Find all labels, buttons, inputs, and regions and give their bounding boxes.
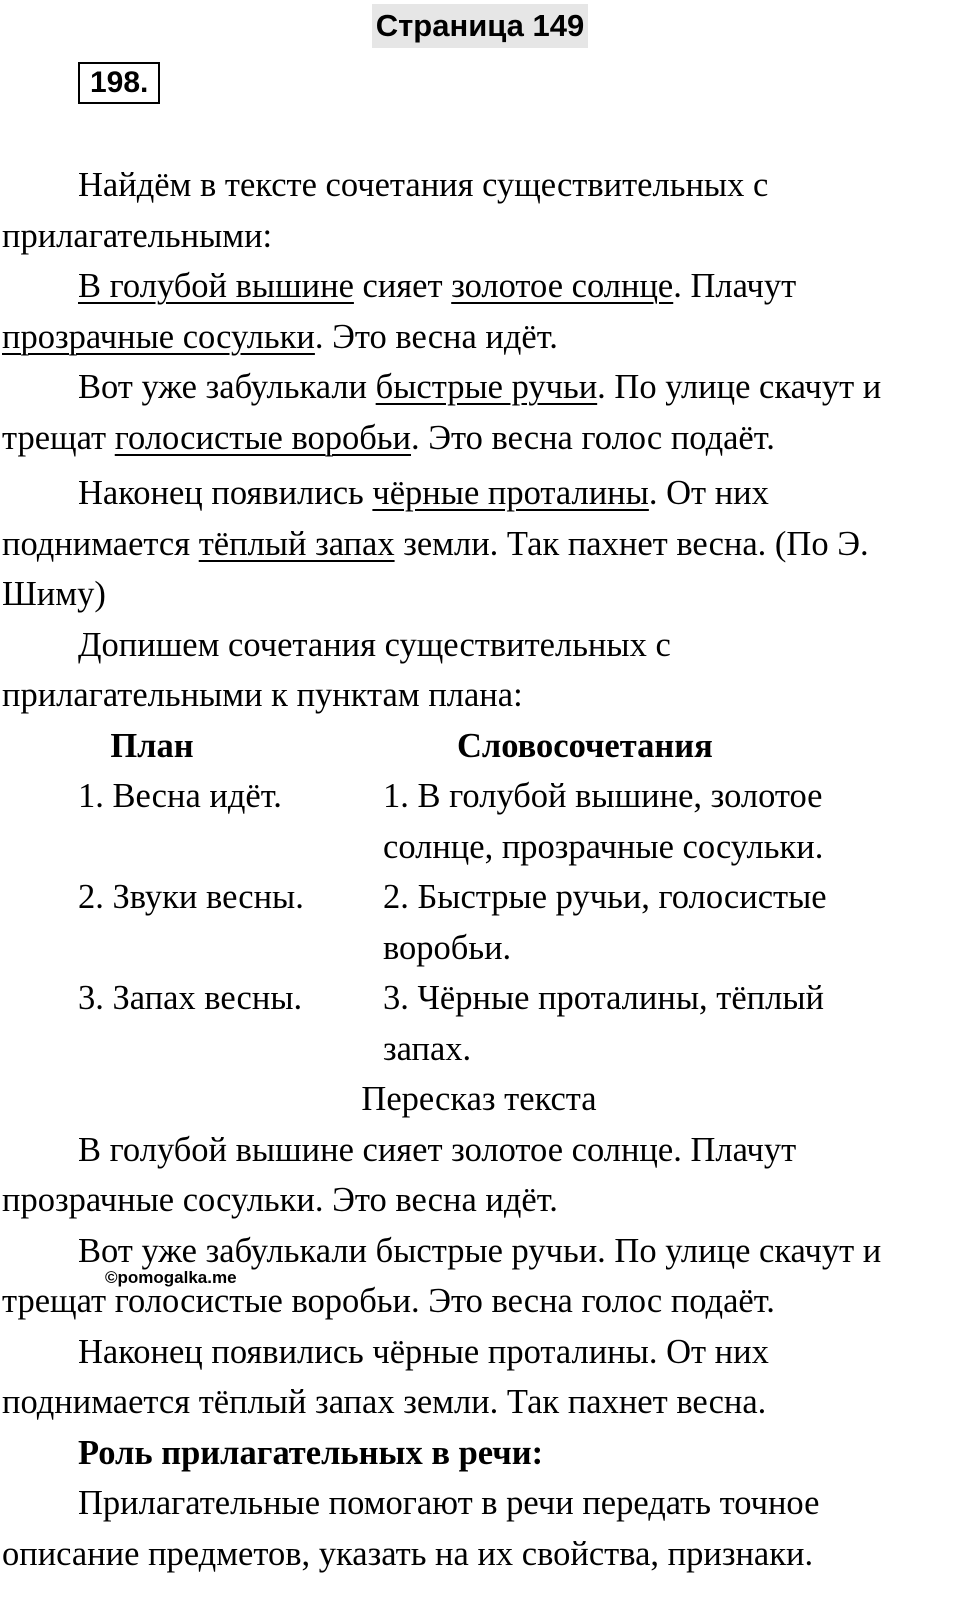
- phrase-underlined: голосистые воробьи: [114, 418, 411, 457]
- page-title: Страница 149: [372, 4, 589, 48]
- retelling-paragraph-3: Наконец появились чёрные проталины. От них поднимается тёплый запах земли. Так пахнет весна.: [2, 1332, 769, 1421]
- text-run: Наконец появились: [78, 474, 373, 512]
- plan-intro: Допишем сочетания существительных с прилагательными к пунктам плана:: [2, 625, 671, 714]
- phrase-underlined: прозрачные сосульки: [2, 317, 315, 356]
- retelling-paragraph-2: Вот уже забулькали быстрые ручьи. По улице скачут и трещат голосистые воробьи. Это весна голос подаёт.: [2, 1231, 882, 1320]
- text-paragraph-1: [2, 261, 938, 362]
- plan-row: [2, 973, 938, 1074]
- phrase-underlined: тёплый запах: [198, 524, 395, 563]
- role-text: Прилагательные помогают в речи передать точное описание предметов, указать на их свойства, признаки.: [2, 1484, 820, 1573]
- intro-paragraph: Найдём в тексте сочетания существительных с прилагательными:: [2, 166, 769, 255]
- plan-table-header: [2, 721, 938, 772]
- plan-row: [2, 872, 938, 973]
- text-run: земли. Так пахнет весна. (По Э. Шиму): [2, 524, 869, 613]
- text-run: . Это весна идёт.: [314, 317, 558, 356]
- text-paragraph-3: [2, 468, 938, 620]
- plan-item: 3. Запах весны.: [78, 979, 303, 1017]
- phrase-underlined: быстрые ручьи: [375, 368, 598, 406]
- text-run: . Это весна голос подаёт.: [411, 418, 775, 457]
- text-paragraph-2: [2, 362, 938, 463]
- text-run: Вот уже забулькали: [78, 368, 376, 406]
- task-number: 198.: [78, 62, 160, 104]
- plan-item: 1. Весна идёт.: [78, 777, 282, 815]
- plan-phrases: 2. Быстрые ручьи, голосистые воробьи.: [383, 878, 827, 967]
- retelling-paragraph-1: В голубой вышине сияет золотое солнце. Плачут прозрачные сосульки. Это весна идёт.: [2, 1130, 797, 1219]
- plan-item: 2. Звуки весны.: [78, 878, 304, 916]
- phrase-underlined: золотое солнце: [451, 267, 674, 305]
- text-run: . Плачут: [673, 267, 797, 305]
- phrase-underlined: В голубой вышине: [78, 267, 354, 305]
- plan-row: [2, 771, 938, 872]
- answer-content: [2, 160, 938, 1579]
- text-run: сияет: [353, 267, 452, 305]
- text-run: . От них поднимается: [2, 474, 769, 563]
- phrases-column-header: Словосочетания: [457, 726, 713, 765]
- phrase-underlined: чёрные проталины: [372, 474, 649, 512]
- text-run: . По улице скачут и трещат: [2, 368, 882, 457]
- page-header: [0, 4, 960, 48]
- plan-column-header: План: [110, 726, 194, 765]
- watermark: ©pomogalka.me: [105, 1268, 237, 1287]
- retelling-title: Пересказ текста: [361, 1080, 597, 1118]
- plan-phrases: 1. В голубой вышине, золотое солнце, прозрачные сосульки.: [383, 777, 824, 866]
- role-title: Роль прилагательных в речи:: [78, 1433, 544, 1472]
- plan-phrases: 3. Чёрные проталины, тёплый запах.: [383, 979, 824, 1068]
